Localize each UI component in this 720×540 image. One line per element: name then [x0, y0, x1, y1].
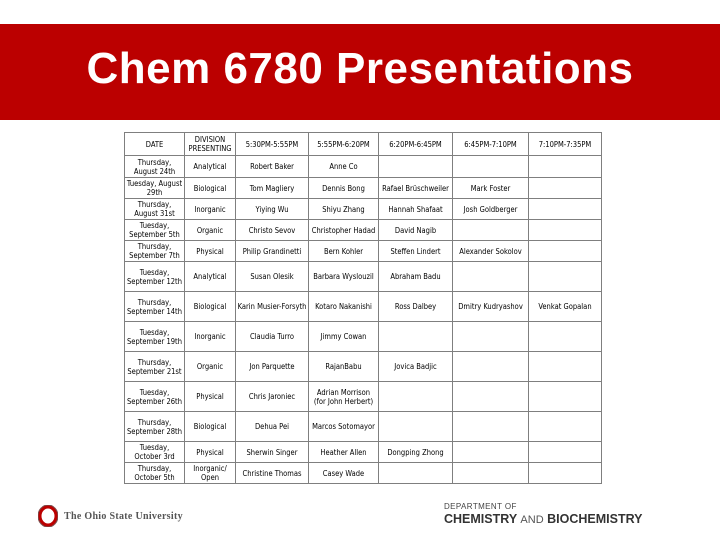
date-cell: Thursday, August 31st: [125, 199, 185, 220]
presenter-cell: [379, 322, 453, 352]
presenter-cell: Alexander Sokolov: [453, 241, 529, 262]
department-name-part1: CHEMISTRY: [444, 512, 517, 526]
presenter-cell: [529, 442, 602, 463]
presenter-cell: [379, 412, 453, 442]
division-cell: Inorganic: [185, 322, 236, 352]
presenter-cell: Dmitry Kudryashov: [453, 292, 529, 322]
date-cell: Tuesday, September 26th: [125, 382, 185, 412]
presenter-cell: [453, 382, 529, 412]
table-row: [125, 463, 602, 484]
block-o-icon: [38, 505, 58, 527]
division-cell: Organic: [185, 352, 236, 382]
presenter-cell: Steffen Lindert: [379, 241, 453, 262]
presenter-cell: Chris Jaroniec: [236, 382, 309, 412]
presenter-cell: Claudia Turro: [236, 322, 309, 352]
presenter-cell: [529, 412, 602, 442]
presenter-cell: Philip Grandinetti: [236, 241, 309, 262]
presenter-cell: Sherwin Singer: [236, 442, 309, 463]
table-row: [125, 382, 602, 412]
presenter-cell: [453, 322, 529, 352]
presenter-cell: RajanBabu: [309, 352, 379, 382]
column-header: 6:20PM-6:45PM: [379, 133, 453, 156]
column-header: 6:45PM-7:10PM: [453, 133, 529, 156]
column-header: DIVISION PRESENTING: [185, 133, 236, 156]
division-cell: Physical: [185, 442, 236, 463]
presenter-cell: Tom Magliery: [236, 178, 309, 199]
presenter-cell: Mark Foster: [453, 178, 529, 199]
department-of-label: DEPARTMENT OF: [444, 502, 517, 511]
presenter-cell: Hannah Shafaat: [379, 199, 453, 220]
presenter-cell: Christopher Hadad: [309, 220, 379, 241]
presenter-cell: Josh Goldberger: [453, 199, 529, 220]
division-cell: Organic: [185, 220, 236, 241]
presenter-cell: David Nagib: [379, 220, 453, 241]
table-row: [125, 352, 602, 382]
presenter-cell: [453, 442, 529, 463]
presenter-cell: Jimmy Cowan: [309, 322, 379, 352]
table-row: [125, 199, 602, 220]
presenter-cell: [529, 352, 602, 382]
division-cell: Inorganic/ Open: [185, 463, 236, 484]
presenter-cell: [379, 156, 453, 178]
date-cell: Thursday, September 7th: [125, 241, 185, 262]
table-row: [125, 241, 602, 262]
presenter-cell: [453, 463, 529, 484]
presenter-cell: Dehua Pei: [236, 412, 309, 442]
table-row: [125, 156, 602, 178]
presenter-cell: Casey Wade: [309, 463, 379, 484]
presenter-cell: Anne Co: [309, 156, 379, 178]
division-cell: Biological: [185, 178, 236, 199]
presenter-cell: [453, 412, 529, 442]
osu-wordmark: The Ohio State University: [64, 510, 183, 522]
column-header: 5:55PM-6:20PM: [309, 133, 379, 156]
presenter-cell: [529, 178, 602, 199]
presenter-cell: [453, 262, 529, 292]
department-name: [444, 511, 643, 528]
date-cell: Thursday, September 14th: [125, 292, 185, 322]
presenter-cell: [529, 382, 602, 412]
presenter-cell: Dennis Bong: [309, 178, 379, 199]
division-cell: Physical: [185, 241, 236, 262]
presenter-cell: Jon Parquette: [236, 352, 309, 382]
schedule-body: [125, 156, 602, 484]
presenter-cell: [529, 199, 602, 220]
date-cell: Thursday, August 24th: [125, 156, 185, 178]
presenter-cell: Abraham Badu: [379, 262, 453, 292]
presenter-cell: Dongping Zhong: [379, 442, 453, 463]
header-row: [125, 133, 602, 156]
division-cell: Physical: [185, 382, 236, 412]
presenter-cell: [529, 262, 602, 292]
date-cell: Tuesday, August 29th: [125, 178, 185, 199]
department-logo: [444, 503, 643, 528]
presenter-cell: Venkat Gopalan: [529, 292, 602, 322]
presenter-cell: [453, 352, 529, 382]
column-header: DATE: [125, 133, 185, 156]
date-cell: Tuesday, September 12th: [125, 262, 185, 292]
slide-title: Chem 6780 Presentations: [86, 44, 634, 93]
date-cell: Thursday, October 5th: [125, 463, 185, 484]
division-cell: Analytical: [185, 156, 236, 178]
presenter-cell: [529, 322, 602, 352]
presenter-cell: Shiyu Zhang: [309, 199, 379, 220]
presenter-cell: Robert Baker: [236, 156, 309, 178]
division-cell: Analytical: [185, 262, 236, 292]
presenter-cell: Christo Sevov: [236, 220, 309, 241]
division-cell: Inorganic: [185, 199, 236, 220]
presenter-cell: Karin Musier-Forsyth: [236, 292, 309, 322]
table-row: [125, 412, 602, 442]
presenter-cell: [453, 156, 529, 178]
presenter-cell: [529, 463, 602, 484]
department-name-part2: BIOCHEMISTRY: [547, 512, 643, 526]
table-row: [125, 322, 602, 352]
presenter-cell: [379, 382, 453, 412]
table-row: [125, 262, 602, 292]
presenter-cell: Adrian Morrison (for John Herbert): [309, 382, 379, 412]
osu-logo: [38, 505, 183, 527]
table-row: [125, 442, 602, 463]
presenter-cell: Yiying Wu: [236, 199, 309, 220]
presenter-cell: [529, 156, 602, 178]
presenter-cell: Susan Olesik: [236, 262, 309, 292]
presenter-cell: Bern Kohler: [309, 241, 379, 262]
presentation-schedule-table: [124, 132, 602, 484]
department-name-and: AND: [520, 514, 544, 526]
date-cell: Tuesday, October 3rd: [125, 442, 185, 463]
presenter-cell: [453, 220, 529, 241]
presenter-cell: Kotaro Nakanishi: [309, 292, 379, 322]
presenter-cell: Christine Thomas: [236, 463, 309, 484]
division-cell: Biological: [185, 292, 236, 322]
date-cell: Thursday, September 21st: [125, 352, 185, 382]
presenter-cell: Rafael Brüschweiler: [379, 178, 453, 199]
presenter-cell: Ross Dalbey: [379, 292, 453, 322]
column-header: 5:30PM-5:55PM: [236, 133, 309, 156]
presenter-cell: Barbara Wyslouzil: [309, 262, 379, 292]
presenter-cell: Heather Allen: [309, 442, 379, 463]
presenter-cell: [529, 220, 602, 241]
date-cell: Tuesday, September 19th: [125, 322, 185, 352]
division-cell: Biological: [185, 412, 236, 442]
presenter-cell: [529, 241, 602, 262]
presenter-cell: Jovica Badjic: [379, 352, 453, 382]
table-row: [125, 178, 602, 199]
date-cell: Thursday, September 28th: [125, 412, 185, 442]
presenter-cell: Marcos Sotomayor: [309, 412, 379, 442]
table-row: [125, 292, 602, 322]
column-header: 7:10PM-7:35PM: [529, 133, 602, 156]
table-row: [125, 220, 602, 241]
presenter-cell: [379, 463, 453, 484]
date-cell: Tuesday, September 5th: [125, 220, 185, 241]
